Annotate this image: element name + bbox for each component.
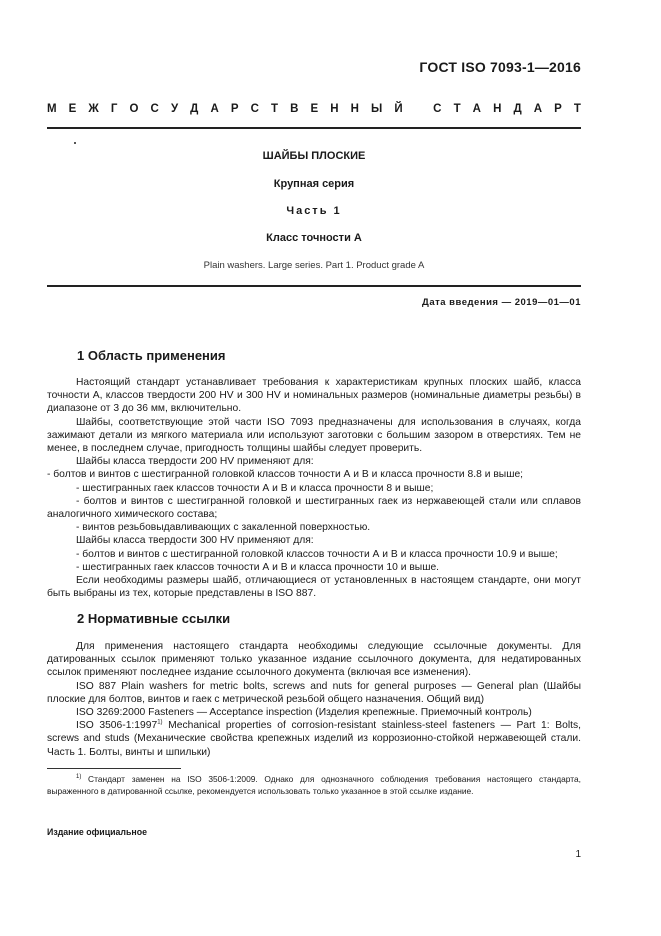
letter: Н bbox=[493, 103, 502, 115]
introduction-date: Дата введения — 2019—01—01 bbox=[422, 297, 581, 308]
letter: М bbox=[47, 103, 57, 115]
footnote-number: 1) bbox=[76, 774, 82, 781]
letter: Д bbox=[190, 103, 199, 115]
scan-dot bbox=[74, 142, 76, 144]
paragraph: Если необходимы размеры шайб, отличающиеся от установленных в настоящем стандарте, они могут быть выбраны из тех, которые представлены в ISO 887. bbox=[47, 575, 581, 600]
section-2-body bbox=[47, 640, 581, 759]
letter: Ы bbox=[371, 103, 383, 115]
page-number: 1 bbox=[575, 849, 581, 860]
title-rule bbox=[47, 285, 581, 287]
letter: С bbox=[433, 103, 442, 115]
standard-type bbox=[47, 103, 581, 115]
list-item: - болтов и винтов с шестигранной головкой классов точности А и В и класса прочности 10.9 и выше; bbox=[76, 548, 558, 560]
paragraph: Шайбы класса твердости 300 HV применяют для: bbox=[76, 535, 314, 547]
letter: Р bbox=[230, 103, 239, 115]
list-item: - болтов и винтов с шестигранной головкой классов точности А и В и класса прочности 8.8 и выше; bbox=[47, 469, 524, 481]
letter: Н bbox=[330, 103, 339, 115]
footnote-text: Стандарт заменен на ISO 3506-1:2009. Однако для однозначного соблюдения требования настоящего стандарта, выраженного в датированной ссылке, рекомендуется использовать только указанное в этой ссылке издание. bbox=[47, 774, 581, 797]
list-item: - болтов и винтов с шестигранной головкой и шестигранных гаек из нержавеющей стали или сплавов аналогичного химического состава; bbox=[47, 495, 581, 521]
reference-iso-887: ISO 887 Plain washers for metric bolts, screws and nuts for general purposes — General plan (Шайбы плоские для болтов, винтов и гаек с метрической резьбой общего назначения. Общий вид) bbox=[47, 680, 581, 705]
letter: Ж bbox=[88, 103, 99, 115]
letter: Т bbox=[573, 103, 581, 115]
section-2-heading: 2 Нормативные ссылки bbox=[77, 611, 231, 626]
reference-text: Mechanical properties of corrosion-resistant stainless-steel fasteners — Part 1: Bolts, screws and studs (Механические свойства крепежных изделий из коррозионно-стойкой нержавеющей стали. Часть 1. Болты, винты и шпильки) bbox=[47, 720, 581, 758]
footnote bbox=[47, 773, 581, 797]
letter: Г bbox=[110, 103, 118, 115]
paragraph: Настоящий стандарт устанавливает требования к характеристикам крупных плоских шайб, класса точности А, классов твердости 200 HV и 300 HV и номинальных размеров (номинальные диаметры резьбы) в диапазоне от 3 до 36 мм, включительно. bbox=[47, 377, 581, 415]
letter: А bbox=[210, 103, 219, 115]
letter: Т bbox=[270, 103, 279, 115]
letter: Й bbox=[394, 103, 403, 115]
letter: А bbox=[472, 103, 481, 115]
letter: Е bbox=[68, 103, 77, 115]
letter: У bbox=[170, 103, 179, 115]
header-rule bbox=[47, 127, 581, 129]
letter: В bbox=[290, 103, 299, 115]
paragraph: Шайбы класса твердости 200 HV применяют для: bbox=[76, 456, 314, 468]
title-english: Plain washers. Large series. Part 1. Product grade A bbox=[203, 260, 425, 271]
footnote-mark[interactable]: 1) bbox=[157, 719, 163, 726]
letter-gap bbox=[415, 103, 421, 115]
letter: С bbox=[250, 103, 259, 115]
reference-iso-3506 bbox=[47, 719, 581, 759]
title-series: Крупная серия bbox=[273, 178, 355, 190]
reference-iso-3269: ISO 3269:2000 Fasteners — Acceptance inspection (Изделия крепежные. Приемочный контроль) bbox=[76, 707, 532, 719]
list-item: - винтов резьбовыдавливающих с закаленной поверхностью. bbox=[76, 522, 371, 534]
title-part: Часть 1 bbox=[286, 205, 342, 217]
footnote-rule bbox=[47, 768, 181, 769]
letter: Н bbox=[350, 103, 359, 115]
official-edition-label: Издание официальное bbox=[47, 827, 147, 837]
letter: О bbox=[129, 103, 139, 115]
title-grade: Класс точности А bbox=[266, 232, 362, 244]
letter: С bbox=[150, 103, 159, 115]
letter: Р bbox=[554, 103, 562, 115]
section-1-body bbox=[47, 376, 581, 600]
reference-code: ISO 3506-1:1997 bbox=[76, 720, 158, 732]
list-item: - шестигранных гаек классов точности А и В и класса прочности 10 и выше. bbox=[76, 561, 440, 573]
letter: Е bbox=[310, 103, 319, 115]
paragraph: Шайбы, соответствующие этой части ISO 7093 предназначены для использования в случаях, когда зажимают детали из мягкого материала или используют заготовки с большим зазором в отверстиях. Тем не менее, в последнем случае, пригодность толщины шайбы следует проверить. bbox=[47, 416, 581, 455]
letter: Д bbox=[513, 103, 522, 115]
section-1-heading: 1 Область применения bbox=[77, 348, 226, 363]
list-item: - шестигранных гаек классов точности А и В и класса прочности 8 и выше; bbox=[76, 482, 434, 494]
document-code: ГОСТ ISO 7093-1—2016 bbox=[419, 59, 581, 75]
paragraph: Для применения настоящего стандарта необходимы следующие ссылочные документы. Для датированных ссылок применяют только указанное издание ссылочного документа, для недатированных ссылок применяют последнее издание ссылочного документа (включая все изменения). bbox=[47, 641, 581, 679]
letter: А bbox=[533, 103, 543, 115]
title-main: ШАЙБЫ ПЛОСКИЕ bbox=[262, 150, 366, 162]
letter: Т bbox=[453, 103, 461, 115]
